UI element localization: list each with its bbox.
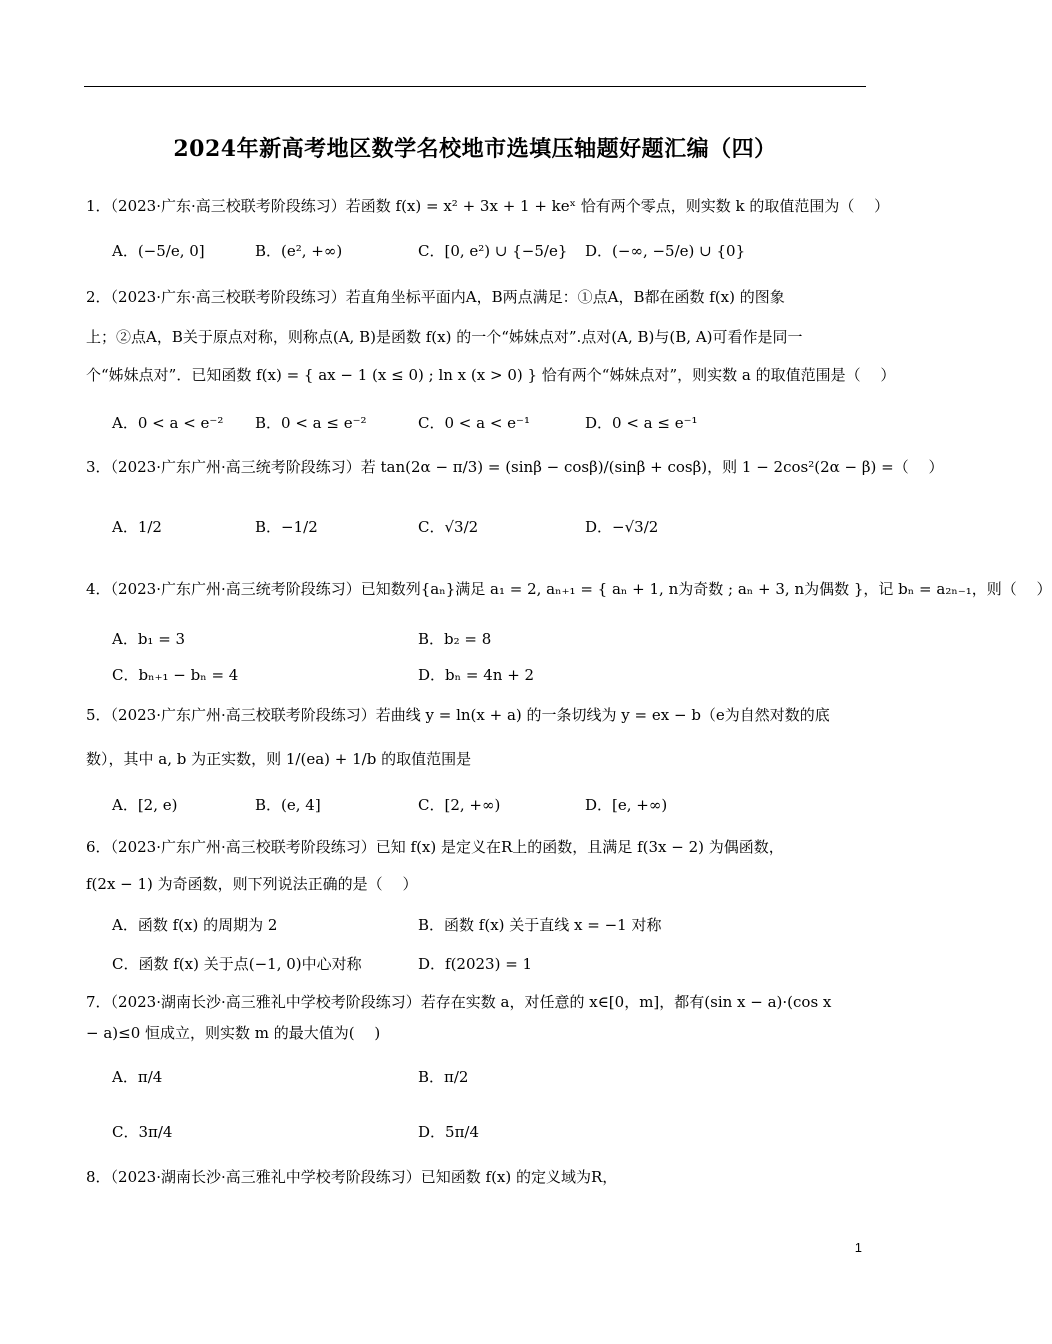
question-5-line-1: 5．（2023·广东广州·高三校联考阶段练习）若曲线 y = ln(x + a) 的一条切线为 y = ex − b（e为自然对数的底	[86, 706, 830, 724]
q6-option-b: B．函数 f(x) 关于直线 x = −1 对称	[418, 916, 662, 934]
q5-option-a: A．[2, e)	[112, 796, 178, 814]
q7-option-c: C．3π/4	[112, 1123, 173, 1141]
question-5-line-2: 数），其中 a, b 为正实数，则 1/(ea) + 1/b 的取值范围是	[86, 750, 472, 768]
page-number: 1	[854, 1240, 862, 1255]
question-2-line-2: 上；②点A，B关于原点对称，则称点(A, B)是函数 f(x) 的一个“姊妹点对”.点对(A, B)与(B, A)可看作是同一	[86, 328, 803, 346]
q7-option-d: D．5π/4	[418, 1123, 480, 1141]
q4-option-a: A．b₁ = 3	[112, 630, 186, 648]
q3-option-b: B．−1/2	[255, 518, 318, 536]
question-6-line-2: f(2x − 1) 为奇函数，则下列说法正确的是（ ）	[86, 875, 418, 893]
question-2-line-3: 个“姊妹点对”．已知函数 f(x) = { ax − 1 (x ≤ 0) ; ln x (x > 0) } 恰有两个“姊妹点对”，则实数 a 的取值范围是（ ）	[86, 366, 896, 384]
question-2-line-1: 2．（2023·广东·高三校联考阶段练习）若直角坐标平面内A，B两点满足：①点A，B都在函数 f(x) 的图象	[86, 288, 785, 306]
q3-option-d: D．−√3/2	[585, 518, 659, 536]
question-7-line-2: − a)≤0 恒成立，则实数 m 的最大值为( )	[86, 1024, 381, 1042]
q2-option-a: A．0 < a < e⁻²	[112, 414, 224, 432]
q6-option-c: C．函数 f(x) 关于点(−1, 0)中心对称	[112, 955, 362, 973]
question-1-line-1: 1．（2023·广东·高三校联考阶段练习）若函数 f(x) = x² + 3x + 1 + keˣ 恰有两个零点，则实数 k 的取值范围为（ ）	[86, 197, 890, 215]
q3-option-c: C．√3/2	[418, 518, 479, 536]
q6-option-d: D．f(2023) = 1	[418, 955, 533, 973]
question-6-line-1: 6．（2023·广东广州·高三校联考阶段练习）已知 f(x) 是定义在R上的函数，且满足 f(3x − 2) 为偶函数，	[86, 838, 784, 856]
page-title: 2024年新高考地区数学名校地市选填压轴题好题汇编（四）	[173, 136, 777, 162]
q2-option-c: C．0 < a < e⁻¹	[418, 414, 530, 432]
q4-option-d: D．bₙ = 4n + 2	[418, 666, 535, 684]
q5-option-d: D．[e, +∞)	[585, 796, 668, 814]
q4-option-c: C．bₙ₊₁ − bₙ = 4	[112, 666, 239, 684]
q5-option-c: C．[2, +∞)	[418, 796, 501, 814]
question-4-line-1: 4．（2023·广东广州·高三统考阶段练习）已知数列{aₙ}满足 a₁ = 2, aₙ₊₁ = { aₙ + 1, n为奇数 ; aₙ + 3, n为偶数 }，记 bₙ = a₂ₙ₋₁，则（ ）	[86, 580, 1052, 598]
question-7-line-1: 7．（2023·湖南长沙·高三雅礼中学校考阶段练习）若存在实数 a，对任意的 x∈[0，m]，都有(sin x − a)·(cos x	[86, 993, 832, 1011]
q2-option-b: B．0 < a ≤ e⁻²	[255, 414, 367, 432]
q7-option-a: A．π/4	[112, 1068, 163, 1086]
q6-option-a: A．函数 f(x) 的周期为 2	[112, 916, 278, 934]
header-rule	[84, 86, 866, 87]
q7-option-b: B．π/2	[418, 1068, 469, 1086]
q1-option-d: D．(−∞, −5/e) ∪ {0}	[585, 242, 746, 260]
question-3-line-1: 3．（2023·广东广州·高三统考阶段练习）若 tan(2α − π/3) = (sinβ − cosβ)/(sinβ + cosβ)，则 1 − 2cos²(2α − β) =（ ）	[86, 458, 944, 476]
q4-option-b: B．b₂ = 8	[418, 630, 492, 648]
q3-option-a: A．1/2	[112, 518, 162, 536]
q1-option-c: C．[0, e²) ∪ {−5/e}	[418, 242, 568, 260]
question-8-line-1: 8．（2023·湖南长沙·高三雅礼中学校考阶段练习）已知函数 f(x) 的定义域为R，	[86, 1168, 618, 1186]
q1-option-a: A．(−5/e, 0]	[112, 242, 205, 260]
q1-option-b: B．(e², +∞)	[255, 242, 343, 260]
q2-option-d: D．0 < a ≤ e⁻¹	[585, 414, 698, 432]
q5-option-b: B．(e, 4]	[255, 796, 321, 814]
